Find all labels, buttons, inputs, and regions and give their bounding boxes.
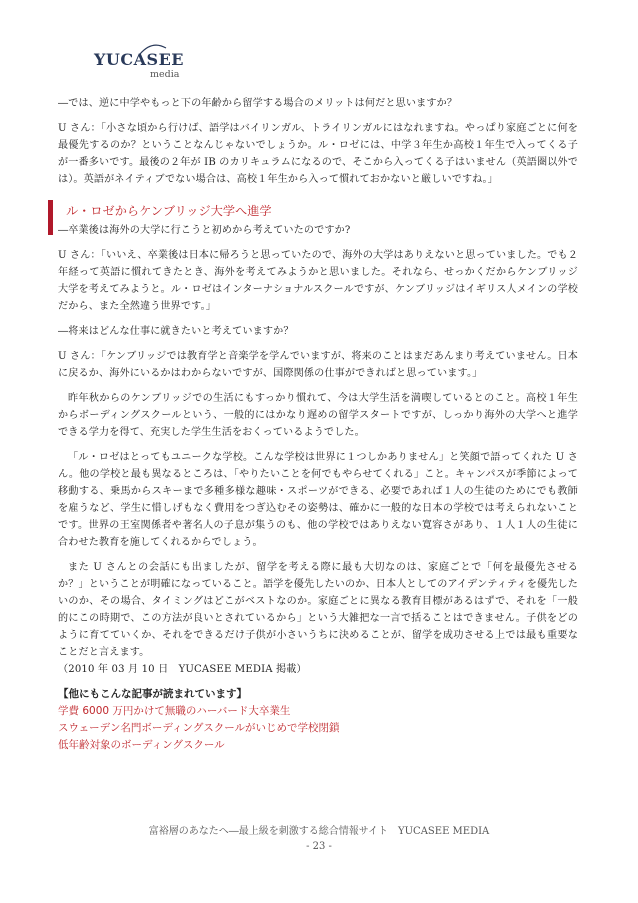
question-text: ―将来はどんな仕事に就きたいと考えていますか？ [58, 326, 294, 337]
related-article-link[interactable]: 学費 6000 万円かけて無職のハーバード大卒業生 [58, 705, 291, 717]
body-paragraph: また U さんとの会話にも出ましたが、留学を考える際に最も大切なのは、家庭ごとで「何を最優先させるか？」ということが明確になっていること。語学を優先したいのか、日本人としてのアイデンティティを優先したいのか、その場合、タイミングはどこがベストなのか。家庭ごとに異なる教育目標があるはずで、それを「一般的にこの時期で、この方法が良いとされているから」という大雑把な一言で括ることはできません。子供をどのように育てていくか、それをできるだけ子供が小さいうちに決めることが、留学を成功させる上では最も重要なことだと言えます。 [58, 562, 578, 658]
section-heading-text: ル・ロゼからケンブリッジ大学へ進学 [66, 204, 272, 218]
site-logo[interactable] [90, 40, 210, 80]
answer-text: U さん：「ケンブリッジでは教育学と音楽学を学んでいますが、将来のことはまだあんまり考えていません。日本に戻るか、海外にいるかはわからないですが、国際関係の仕事ができればと思っています。」 [58, 351, 578, 379]
answer-text: U さん：「小さな頃から行けば、語学はバイリンガル、トライリンガルにはなれますね。やっぱり家庭ごとに何を最優先するのか？ということなんじゃないでしょうか。ル・ロゼには、中学３年生か高校１年生で入ってくる子が一番多いです。最後の２年が IB のカリキュラムになるので、そこから入ってくる子はいません（英語圏以外では）。英語がネイティブでない場合は、高校１年生から入って慣れておかないと厳しいですね。」 [58, 123, 578, 185]
question-text: ―卒業後は海外の大学に行こうと初めから考えていたのですか? [58, 225, 351, 236]
logo-subtitle: media [150, 69, 180, 80]
body-paragraph: 昨年秋からのケンブリッジでの生活にもすっかり慣れて、今は大学生活を満喫しているとのこと。高校１年生からボーディングスクールという、一般的にはかなり遅めの留学スタートですが、しっかり海外の大学へと進学できる学力を得て、充実した学生生活をおくっているようでした。 [58, 393, 578, 438]
publish-date: （2010 年 03 月 10 日 YUCASEE MEDIA 掲載） [58, 664, 307, 675]
related-article-link[interactable]: 低年齢対象のボーディングスクール [58, 739, 225, 751]
footer-tagline: 富裕層のあなたへ―最上級を刺激する総合情報サイト YUCASEE MEDIA [148, 826, 490, 837]
article-body [58, 95, 578, 754]
page-number: - 23 - [306, 841, 332, 852]
section-heading [58, 202, 578, 220]
page-footer [0, 824, 638, 854]
related-article-link[interactable]: スウェーデン名門ボーディングスクールがいじめで学校閉鎖 [58, 722, 340, 734]
body-paragraph: 「ル・ロゼはとってもユニークな学校。こんな学校は世界に１つしかありません」と笑顔で語ってくれた U さん。他の学校と最も異なるところは、「やりたいことを何でもやらせてくれる」こと。キャンパスが季節によって移動する、乗馬からスキーまで多種多様な趣味・スポーツができる、必要であれば１人の生徒のためにでも教師を雇うなど、学生に惜しげもなく費用をつぎ込むその姿勢は、確かに一般的な日本の学校では考えられないことです。世界の王室関係者や著名人の子息が集うのも、他の学校ではありえない寛容さがあり、１人１人の生徒に合わせた教育を施してくれるからでしょう。 [58, 452, 578, 548]
answer-text: U さん：「いいえ、卒業後は日本に帰ろうと思っていたので、海外の大学はありえないと思っていました。でも２年経って英語に慣れてきたとき、海外を考えてみようかと思いました。それなら、せっかくだからケンブリッジ大学を考えてみようと。ル・ロゼはインターナショナルスクールですが、ケンブリッジはイギリス人メインの学校だから、また全然違う世界です。」 [58, 250, 578, 312]
question-text: ―では、逆に中学やもっと下の年齢から留学する場合のメリットは何だと思いますか？ [58, 98, 458, 109]
related-articles-title: 【他にもこんな記事が読まれています】 [58, 688, 247, 700]
logo-wordmark: YUCASEE [94, 50, 184, 69]
heading-accent-bar [48, 200, 53, 235]
